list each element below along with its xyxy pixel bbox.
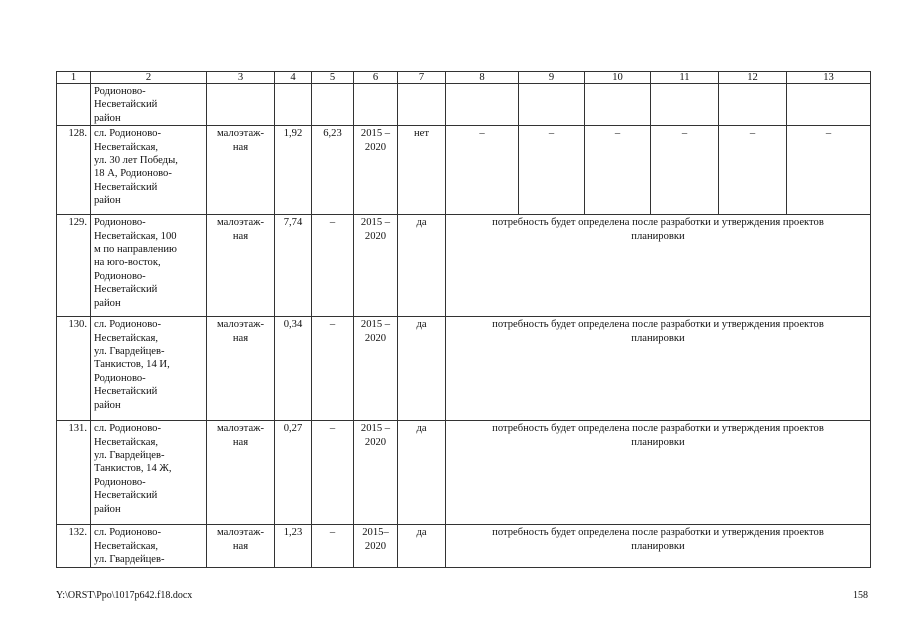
dash-cell: – (787, 126, 871, 215)
row-number: 129. (57, 215, 91, 317)
header-cell: 3 (207, 72, 275, 84)
header-cell: 5 (312, 72, 354, 84)
address-cell: сл. Родионово- Несветайская, ул. Гвардейцев- (91, 525, 207, 568)
years-cell: 2015 – 2020 (354, 126, 398, 215)
note-cell: потребность будет определена после разработки и утверждения проектов планировки (446, 317, 871, 421)
empty-cell (519, 84, 585, 126)
header-cell: 8 (446, 72, 519, 84)
table-row-continuation (57, 84, 871, 126)
header-row (57, 72, 871, 84)
area-cell: 0,27 (275, 421, 312, 525)
value-cell: 6,23 (312, 126, 354, 215)
note-cell: потребность будет определена после разработки и утверждения проектов планировки (446, 215, 871, 317)
empty-cell (207, 84, 275, 126)
building-type-cell: малоэтаж- ная (207, 215, 275, 317)
value-cell: – (312, 421, 354, 525)
plan-status-cell: нет (398, 126, 446, 215)
empty-cell (312, 84, 354, 126)
header-cell: 4 (275, 72, 312, 84)
table-row (57, 215, 871, 317)
header-cell: 6 (354, 72, 398, 84)
note-cell: потребность будет определена после разработки и утверждения проектов планировки (446, 421, 871, 525)
empty-cell (719, 84, 787, 126)
building-type-cell: малоэтаж- ная (207, 525, 275, 568)
plan-status-cell: да (398, 421, 446, 525)
header-cell: 12 (719, 72, 787, 84)
address-cell: Родионово- Несветайская, 100 м по направлению на юго-восток, Родионово- Несветайский район (91, 215, 207, 317)
empty-cell (787, 84, 871, 126)
row-number: 131. (57, 421, 91, 525)
plan-status-cell: да (398, 525, 446, 568)
building-type-cell: малоэтаж- ная (207, 126, 275, 215)
building-type-cell: малоэтаж- ная (207, 421, 275, 525)
header-cell: 10 (585, 72, 651, 84)
empty-cell (354, 84, 398, 126)
value-cell: – (312, 317, 354, 421)
footer-file-path: Y:\ORST\Ppo\1017p642.f18.docx (56, 590, 193, 601)
address-cell: Родионово- Несветайский район (91, 84, 207, 126)
area-cell: 7,74 (275, 215, 312, 317)
data-table (56, 71, 871, 568)
header-cell: 13 (787, 72, 871, 84)
header-cell: 1 (57, 72, 91, 84)
note-cell: потребность будет определена после разработки и утверждения проектов планировки (446, 525, 871, 568)
header-cell: 11 (651, 72, 719, 84)
address-cell: сл. Родионово- Несветайская, ул. Гвардейцев- Танкистов, 14 Ж, Родионово- Несветайский район (91, 421, 207, 525)
row-number: 132. (57, 525, 91, 568)
table-row (57, 126, 871, 215)
row-number (57, 84, 91, 126)
dash-cell: – (585, 126, 651, 215)
header-cell: 2 (91, 72, 207, 84)
plan-status-cell: да (398, 317, 446, 421)
plan-status-cell: да (398, 215, 446, 317)
years-cell: 2015 – 2020 (354, 421, 398, 525)
years-cell: 2015 – 2020 (354, 215, 398, 317)
empty-cell (651, 84, 719, 126)
page-number: 158 (853, 590, 868, 601)
header-cell: 9 (519, 72, 585, 84)
dash-cell: – (719, 126, 787, 215)
table-row (57, 421, 871, 525)
empty-cell (275, 84, 312, 126)
address-cell: сл. Родионово- Несветайская, ул. 30 лет Победы, 18 А, Родионово- Несветайский район (91, 126, 207, 215)
row-number: 130. (57, 317, 91, 421)
dash-cell: – (519, 126, 585, 215)
area-cell: 1,23 (275, 525, 312, 568)
dash-cell: – (651, 126, 719, 215)
value-cell: – (312, 525, 354, 568)
table-row (57, 525, 871, 568)
area-cell: 0,34 (275, 317, 312, 421)
row-number: 128. (57, 126, 91, 215)
empty-cell (398, 84, 446, 126)
years-cell: 2015 – 2020 (354, 317, 398, 421)
header-cell: 7 (398, 72, 446, 84)
table-row (57, 317, 871, 421)
value-cell: – (312, 215, 354, 317)
address-cell: сл. Родионово- Несветайская, ул. Гвардейцев- Танкистов, 14 И, Родионово- Несветайский район (91, 317, 207, 421)
empty-cell (585, 84, 651, 126)
years-cell: 2015– 2020 (354, 525, 398, 568)
building-type-cell: малоэтаж- ная (207, 317, 275, 421)
dash-cell: – (446, 126, 519, 215)
area-cell: 1,92 (275, 126, 312, 215)
empty-cell (446, 84, 519, 126)
